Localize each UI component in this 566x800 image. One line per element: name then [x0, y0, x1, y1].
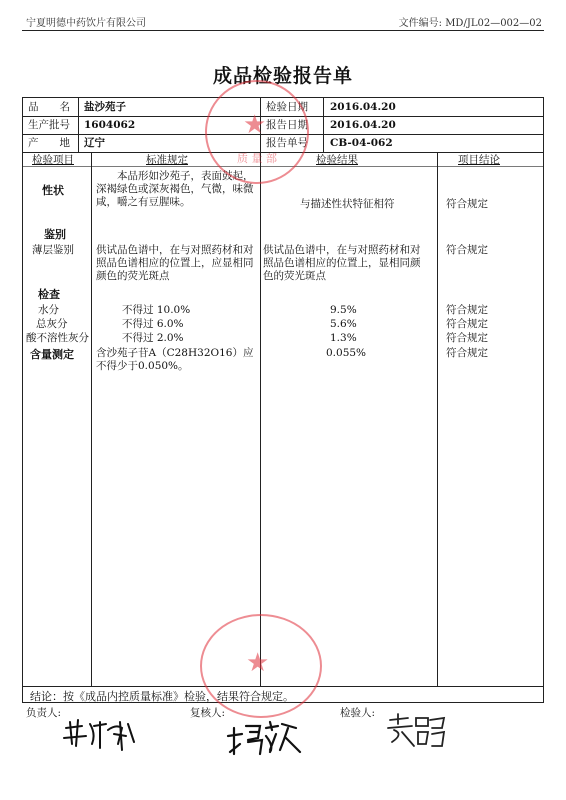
reviewer-signature	[226, 716, 306, 760]
col-header-conclusion: 项目结论	[458, 154, 500, 166]
quality-seal-stamp	[200, 614, 322, 718]
responsible-signature	[60, 714, 140, 754]
ash-standard: 不得过 6.0%	[122, 318, 184, 330]
inspector-label: 检验人:	[340, 707, 376, 719]
col-header-item: 检验项目	[32, 154, 74, 166]
check-label: 检查	[38, 288, 60, 301]
appearance-label: 性状	[42, 184, 64, 197]
inspector-signature	[384, 712, 454, 752]
identify-label: 鉴别	[44, 228, 66, 241]
report-date-value: 2016.04.20	[330, 119, 396, 131]
assay-label: 含量测定	[30, 348, 74, 361]
test-date-value: 2016.04.20	[330, 101, 396, 113]
ash-conclusion: 符合规定	[446, 318, 488, 330]
appearance-standard: 本品形如沙苑子，表面鼓起，深褐绿色或深灰褐色，气微，味微咸，嚼之有豆腥味。	[96, 170, 254, 208]
document-number: 文件编号: MD/JL02—002—02	[398, 18, 542, 29]
name-label: 品 名	[28, 101, 70, 113]
batch-label: 生产批号	[28, 119, 70, 131]
tlc-standard: 供试品色谱中，在与对照药材和对照品色谱相应的位置上，应显相同颜色的荧光斑点	[96, 244, 254, 282]
conclusion-text: 结论：按《成品内控质量标准》检验，结果符合规定。	[30, 690, 294, 703]
assay-standard: 含沙苑子苷A（C28H32O16）应不得少于0.050%。	[96, 347, 254, 372]
col-divider	[260, 152, 261, 686]
tlc-label: 薄层鉴别	[32, 244, 74, 256]
col-divider	[323, 97, 324, 152]
star-icon: ★	[246, 648, 270, 678]
reviewer-label: 复核人:	[190, 707, 226, 719]
report-no-label: 报告单号	[266, 137, 308, 149]
acid-ash-result: 1.3%	[330, 332, 357, 344]
acid-ash-label: 酸不溶性灰分	[26, 332, 89, 344]
col-divider	[91, 152, 92, 686]
acid-ash-standard: 不得过 2.0%	[122, 332, 184, 344]
col-divider	[437, 152, 438, 686]
stamp-label: 质 量 部	[237, 152, 277, 165]
report-no-value: CB-04-062	[330, 137, 393, 149]
water-conclusion: 符合规定	[446, 304, 488, 316]
origin-label: 产 地	[28, 137, 70, 149]
col-divider	[78, 97, 79, 152]
appearance-conclusion: 符合规定	[446, 198, 488, 210]
qc-department-stamp	[205, 80, 309, 184]
water-label: 水分	[38, 304, 59, 316]
report-date-label: 报告日期	[266, 119, 308, 131]
star-icon: ★	[243, 110, 267, 140]
col-header-result: 检验结果	[316, 154, 358, 166]
col-header-standard: 标准规定	[146, 154, 188, 166]
assay-result: 0.055%	[326, 347, 367, 359]
ash-label: 总灰分	[36, 318, 68, 330]
test-date-label: 检验日期	[266, 101, 308, 113]
responsible-label: 负责人:	[26, 707, 62, 719]
appearance-result: 与描述性状特征相符	[300, 198, 395, 210]
acid-ash-conclusion: 符合规定	[446, 332, 488, 344]
page-title: 成品检验报告单	[212, 65, 353, 87]
tlc-conclusion: 符合规定	[446, 244, 488, 256]
tlc-result: 供试品色谱中，在与对照药材和对照品色谱相应的位置上，显相同颜色的荧光斑点	[263, 244, 421, 282]
assay-conclusion: 符合规定	[446, 347, 488, 359]
water-standard: 不得过 10.0%	[122, 304, 191, 316]
batch-value: 1604062	[84, 119, 136, 131]
header-rule	[22, 30, 544, 31]
ash-result: 5.6%	[330, 318, 357, 330]
origin-value: 辽宁	[84, 137, 105, 149]
name-value: 盐沙苑子	[84, 101, 126, 113]
company-header: 宁夏明德中药饮片有限公司	[26, 18, 146, 29]
water-result: 9.5%	[330, 304, 357, 316]
